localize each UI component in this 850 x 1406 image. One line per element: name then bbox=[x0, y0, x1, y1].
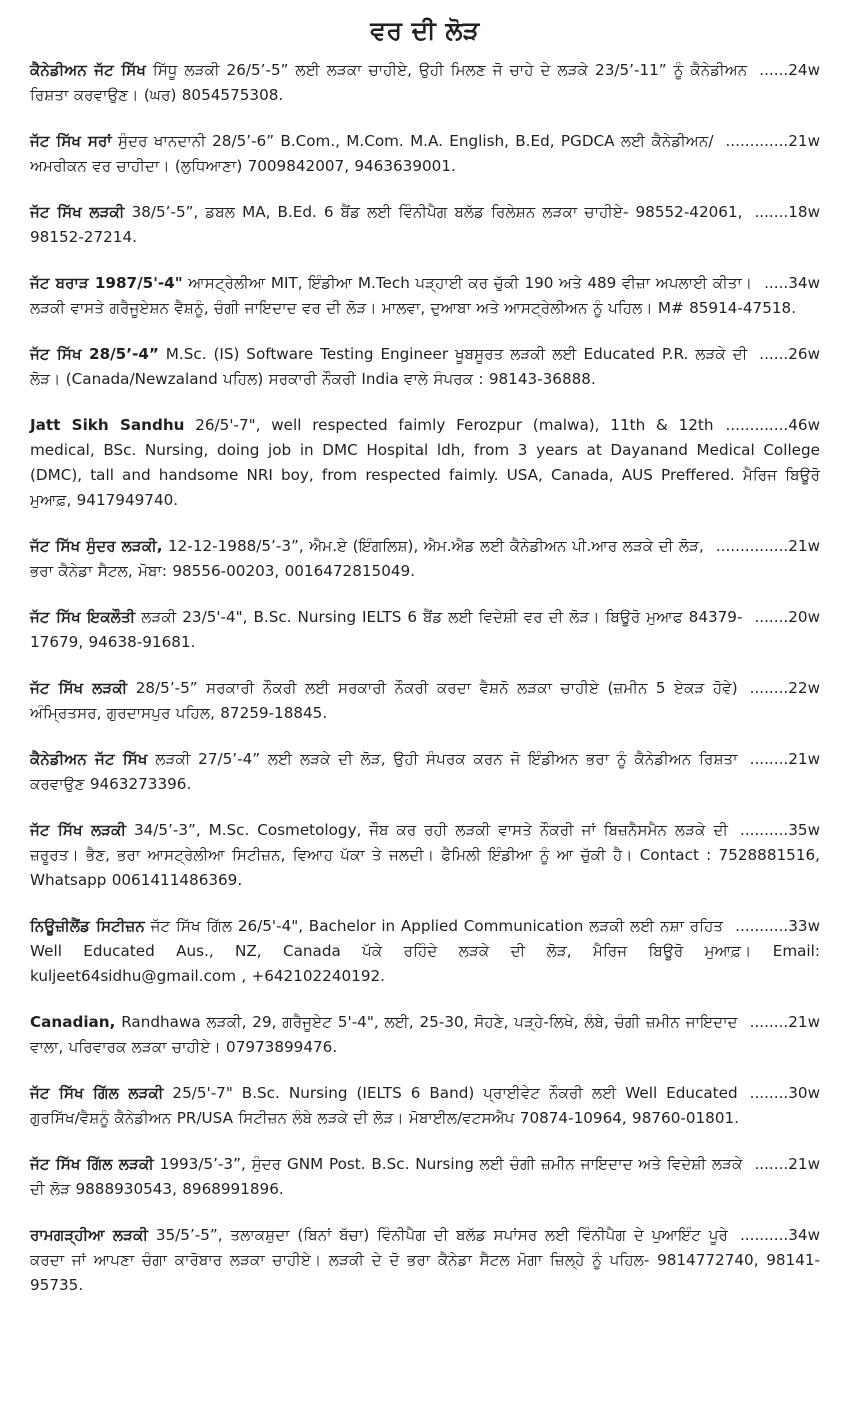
ad-item bbox=[30, 271, 820, 321]
ad-code: .............21w bbox=[725, 132, 820, 150]
ad-text: 34/5’-3”, M.Sc. Cosmetology, ਜੌਬ ਕਰ ਰਹੀ ਲੜਕੀ ਵਾਸਤੇ ਨੌਕਰੀ ਜਾਂ ਬਿਜ਼ਨੈਸਮੈਨ ਲੜਕੇ ਦੀ ਜ਼ਰੂਰਤ। ਭੈਣ, ਭਰਾ ਆਸਟ੍ਰੇਲੀਆ ਸਿਟੀਜ਼ਨ, ਵਿਆਹ ਪੱਕਾ ਤੇ ਜਲਦੀ। ਫੈਮਿਲੀ ਇੰਡੀਆ ਨੂੰ ਆ ਚੁੱਕੀ ਹੈ। Contact : 7528881516, Whatsapp 0061411486369. bbox=[30, 821, 820, 889]
ad-text: M.Sc. (IS) Software Testing Engineer ਖੂਬਸੂਰਤ ਲੜਕੀ ਲਈ Educated P.R. ਲੜਕੇ ਦੀ ਲੋੜ। (Canada/Newzaland ਪਹਿਲ) ਸਰਕਾਰੀ ਨੌਕਰੀ India ਵਾਲੇ ਸੰਪਰਕ : 98143-36888. bbox=[30, 345, 748, 388]
ad-item bbox=[30, 200, 820, 250]
ad-item bbox=[30, 1081, 820, 1131]
ad-text: Randhawa ਲੜਕੀ, 29, ਗਰੈਜੂਏਟ 5'-4", ਲਈ, 25-30, ਸੋਹਣੇ, ਪੜ੍ਹੇ-ਲਿਖੇ, ਲੰਬੇ, ਚੰਗੀ ਜ਼ਮੀਨ ਜਾਇਦਾਦ ਵਾਲਾ, ਪਰਿਵਾਰਕ ਲੜਕਾ ਚਾਹੀਏ। 07973899476. bbox=[30, 1013, 738, 1056]
ad-item bbox=[30, 676, 820, 726]
ad-lead: ਜੱਟ ਬਰਾੜ 1987/5'-4" bbox=[30, 274, 183, 292]
ad-lead: ਨਿਊਜ਼ੀਲੈਂਡ ਸਿਟੀਜ਼ਨ bbox=[30, 917, 145, 935]
ad-code: .......18w bbox=[754, 203, 820, 221]
ad-code: ...............21w bbox=[715, 537, 820, 555]
ad-text: 38/5’-5”, ਡਬਲ MA, B.Ed. 6 ਬੈਂਡ ਲਈ ਵਿੰਨੀਪੈਗ ਬਲੱਡ ਰਿਲੇਸ਼ਨ ਲੜਕਾ ਚਾਹੀਏ- 98552-42061, 98152-27214. bbox=[30, 203, 743, 246]
ad-lead: ਜੱਟ ਸਿੱਖ ਗਿੱਲ ਲੜਕੀ bbox=[30, 1155, 154, 1173]
ad-item bbox=[30, 413, 820, 513]
ad-code: ......24w bbox=[759, 61, 820, 79]
ad-code: ........22w bbox=[749, 679, 820, 697]
ad-text: ਸਿੱਧੂ ਲੜਕੀ 26/5’-5” ਲਈ ਲੜਕਾ ਚਾਹੀਏ, ਉਹੀ ਮਿਲਣ ਜੋ ਚਾਹੇ ਦੇ ਲੜਕੇ 23/5’-11” ਨੂੰ ਕੈਨੇਡੀਅਨ ਰਿਸ਼ਤਾ ਕਰਵਾਉਣ। (ਘਰ) 8054575308. bbox=[30, 61, 748, 104]
ad-code: .....34w bbox=[764, 274, 820, 292]
ad-text: 12-12-1988/5’-3”, ਐਮ.ਏ (ਇੰਗਲਿਸ਼), ਐਮ.ਐਡ ਲਈ ਕੈਨੇਡੀਅਨ ਪੀ.ਆਰ ਲੜਕੇ ਦੀ ਲੋੜ, ਭਰਾ ਕੈਨੇਡਾ ਸੈਟਲ, ਮੋਬਾ: 98556-00203, 0016472815049. bbox=[30, 537, 704, 580]
ad-lead: ਜੱਟ ਸਿੱਖ ਸਰਾਂ bbox=[30, 132, 112, 150]
ad-text: ਲੜਕੀ 23/5'-4", B.Sc. Nursing IELTS 6 ਬੈਂਡ ਲਈ ਵਿਦੇਸ਼ੀ ਵਰ ਦੀ ਲੋੜ। ਬਿਊਰੋ ਮੁਆਫ 84379-17679, 94638-91681. bbox=[30, 608, 743, 651]
ad-text: 35/5’-5”, ਤਲਾਕਸ਼ੁਦਾ (ਬਿਨਾਂ ਬੱਚਾ) ਵਿੰਨੀਪੈਗ ਦੀ ਬਲੱਡ ਸਪਾਂਸਰ ਲਈ ਵਿੰਨੀਪੈਗ ਦੇ ਪੁਆਇੰਟ ਪੂਰੇ ਕਰਦਾ ਜਾਂ ਆਪਣਾ ਚੰਗਾ ਕਾਰੋਬਾਰ ਲੜਕਾ ਚਾਹੀਏ। ਲੜਕੀ ਦੇ ਦੋ ਭਰਾ ਕੈਨੇਡਾ ਸੈਟਲ ਮੋਗਾ ਜ਼ਿਲ੍ਹੇ ਨੂੰ ਪਹਿਲ- 9814772740, 98141-95735. bbox=[30, 1226, 820, 1294]
ad-lead: ਜੱਟ ਸਿੱਖ ਲੜਕੀ bbox=[30, 679, 128, 697]
ad-text: 25/5'-7" B.Sc. Nursing (IELTS 6 Band) ਪ੍ਰਾਈਵੇਟ ਨੌਕਰੀ ਲਈ Well Educated ਗੁਰਸਿੱਖ/ਵੈਸ਼ਨੂੰ ਕੈਨੇਡੀਅਨ PR/USA ਸਿਟੀਜ਼ਨ ਲੰਬੇ ਲੜਕੇ ਦੀ ਲੋੜ। ਮੋਬਾਈਲ/ਵਟਸਐਪ 70874-10964, 98760-01801. bbox=[30, 1084, 739, 1127]
ad-code: ......26w bbox=[759, 345, 820, 363]
ad-item bbox=[30, 914, 820, 989]
ad-lead: ਜੱਟ ਸਿੱਖ ਇਕਲੌਤੀ bbox=[30, 608, 136, 626]
ad-item bbox=[30, 58, 820, 108]
ad-text: ਸੁੰਦਰ ਖਾਨਦਾਨੀ 28/5’-6” B.Com., M.Com. M.A. English, B.Ed, PGDCA ਲਈ ਕੈਨੇਡੀਅਨ/ਅਮਰੀਕਨ ਵਰ ਚਾਹੀਦਾ। (ਲੁਧਿਆਣਾ) 7009842007, 9463639001. bbox=[30, 132, 714, 175]
ad-item bbox=[30, 747, 820, 797]
ad-item bbox=[30, 1152, 820, 1202]
ad-item bbox=[30, 605, 820, 655]
ad-item bbox=[30, 818, 820, 893]
ad-text: ਆਸਟ੍ਰੇਲੀਆ MIT, ਇੰਡੀਆ M.Tech ਪੜ੍ਹਾਈ ਕਰ ਚੁੱਕੀ 190 ਅਤੇ 489 ਵੀਜ਼ਾ ਅਪਲਾਈ ਕੀਤਾ। ਲੜਕੀ ਵਾਸਤੇ ਗਰੈਜੂਏਸ਼ਨ ਵੈਸ਼ਨੂੰ, ਚੰਗੀ ਜਾਇਦਾਦ ਵਰ ਦੀ ਲੋੜ। ਮਾਲਵਾ, ਦੁਆਬਾ ਅਤੇ ਆਸਟ੍ਰੇਲੀਅਨ ਨੂੰ ਪਹਿਲ। M# 85914-47518. bbox=[30, 274, 797, 317]
ad-lead: Jatt Sikh Sandhu bbox=[30, 416, 185, 434]
ad-lead: ਜੱਟ ਸਿੱਖ ਲੜਕੀ bbox=[30, 203, 125, 221]
ad-text: 26/5'-7", well respected faimly Ferozpur (malwa), 11th & 12th medical, BSc. Nursing, doing job in DMC Hospital ldh, from 3 years at Dayanand Medical College (DMC), tall and handsome NRI boy, from respected faimly. USA, Canada, AUS Preffered. ਮੈਰਿਜ ਬਿਊਰੋ ਮੁਆਫ਼, 9417949740. bbox=[30, 416, 820, 509]
ad-item bbox=[30, 1010, 820, 1060]
ad-lead: ਜੱਟ ਸਿੱਖ ਲੜਕੀ bbox=[30, 821, 127, 839]
ad-lead: Canadian, bbox=[30, 1013, 116, 1031]
ad-lead: ਜੱਟ ਸਿੱਖ 28/5’-4” bbox=[30, 345, 159, 363]
page-title: ਵਰ ਦੀ ਲੋੜ bbox=[370, 16, 480, 45]
ad-item bbox=[30, 342, 820, 392]
ad-code: ...........33w bbox=[735, 917, 820, 935]
ad-text: ਲੜਕੀ 27/5’-4” ਲਈ ਲੜਕੇ ਦੀ ਲੋੜ, ਉਹੀ ਸੰਪਰਕ ਕਰਨ ਜੋ ਇੰਡੀਅਨ ਭਰਾ ਨੂੰ ਕੈਨੇਡੀਅਨ ਰਿਸ਼ਤਾ ਕਰਵਾਉਣ 9463273396. bbox=[30, 750, 738, 793]
ad-text: 28/5’-5” ਸਰਕਾਰੀ ਨੌਕਰੀ ਲਈ ਸਰਕਾਰੀ ਨੌਕਰੀ ਕਰਦਾ ਵੈਸ਼ਨੋ ਲੜਕਾ ਚਾਹੀਏ (ਜ਼ਮੀਨ 5 ਏਕੜ ਹੋਵੇ) ਅੰਮ੍ਰਿਤਸਰ, ਗੁਰਦਾਸਪੁਰ ਪਹਿਲ, 87259-18845. bbox=[30, 679, 738, 722]
ad-text: ਜੱਟ ਸਿੱਖ ਗਿੱਲ 26/5'-4", Bachelor in Applied Communication ਲੜਕੀ ਲਈ ਨਸ਼ਾ ਰਹਿਤ Well Educated Aus., NZ, Canada ਪੱਕੇ ਰਹਿੰਦੇ ਲੜਕੇ ਦੀ ਲੋੜ, ਮੈਰਿਜ ਬਿਊਰੋ ਮੁਆਫ਼। Email: kuljeet64sidhu@gmail.com , +642102240192. bbox=[30, 917, 820, 985]
ad-code: .......21w bbox=[754, 1155, 820, 1173]
ad-item bbox=[30, 534, 820, 584]
ad-code: .............46w bbox=[725, 416, 820, 434]
ad-code: ..........34w bbox=[739, 1226, 820, 1244]
ad-lead: ਜੱਟ ਸਿੱਖ ਸੁੰਦਰ ਲੜਕੀ, bbox=[30, 537, 163, 555]
ad-text: 1993/5’-3”, ਸੁੰਦਰ GNM Post. B.Sc. Nursing ਲਈ ਚੰਗੀ ਜ਼ਮੀਨ ਜਾਇਦਾਦ ਅਤੇ ਵਿਦੇਸ਼ੀ ਲੜਕੇ ਦੀ ਲੋੜ 9888930543, 8968991896. bbox=[30, 1155, 743, 1198]
ad-lead: ਰਾਮਗੜ੍ਹੀਆ ਲੜਕੀ bbox=[30, 1226, 149, 1244]
ad-lead: ਕੈਨੇਡੀਅਨ ਜੱਟ ਸਿੱਖ bbox=[30, 61, 146, 79]
ad-code: ........21w bbox=[749, 1013, 820, 1031]
ad-list bbox=[30, 58, 820, 1319]
ad-code: ........30w bbox=[749, 1084, 820, 1102]
ad-item bbox=[30, 1223, 820, 1298]
ad-code: ........21w bbox=[749, 750, 820, 768]
ad-lead: ਜੱਟ ਸਿੱਖ ਗਿੱਲ ਲੜਕੀ bbox=[30, 1084, 164, 1102]
ad-lead: ਕੈਨੇਡੀਅਨ ਜੱਟ ਸਿੱਖ bbox=[30, 750, 148, 768]
ad-code: ..........35w bbox=[739, 821, 820, 839]
ad-item bbox=[30, 129, 820, 179]
ad-code: .......20w bbox=[754, 608, 820, 626]
